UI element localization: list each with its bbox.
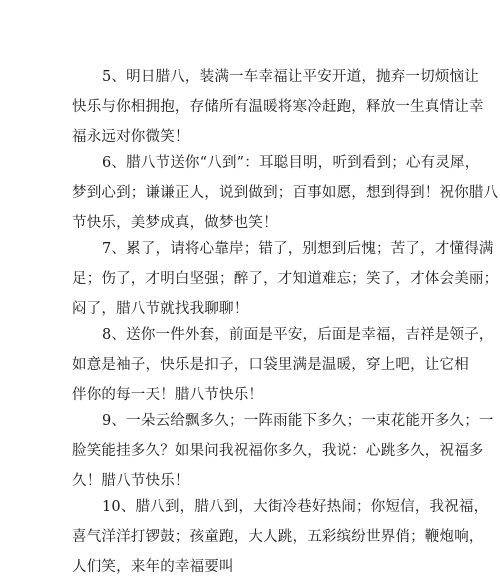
paragraph-line: 久！腊八节快乐！ [72, 473, 190, 489]
paragraph-line: 6、腊八节送你“八到”：耳聪目明，听到看到；心有灵犀， [102, 155, 480, 171]
paragraph-line: 如意是袖子，快乐是扣子，口袋里满是温暖，穿上吧，让它相 [72, 357, 469, 373]
paragraph-line: 7、累了，请将心靠岸；错了，别想到后愧；苦了，才懂得满 [102, 241, 494, 257]
paragraph-line: 福永远对你微笑！ [72, 129, 190, 145]
paragraph-8 [72, 320, 494, 410]
paragraph-10 [72, 492, 489, 582]
paragraph-line: 9、一朵云给飘多久；一阵雨能下多久；一束花能开多久；一 [102, 413, 494, 429]
paragraph-line: 伴你的每一天！腊八节快乐！ [72, 387, 264, 403]
paragraph-line: 闷了，腊八节就找我聊聊！ [72, 301, 249, 317]
paragraph-5 [72, 62, 484, 152]
paragraph-line: 8、送你一件外套，前面是平安，后面是幸福，吉祥是领子， [102, 327, 494, 343]
paragraph-line: 快乐与你相拥抱，存储所有温暖将寒冷赶跑，释放一生真情让幸 [72, 99, 484, 115]
paragraph-9 [72, 406, 494, 496]
paragraph-6 [72, 148, 499, 238]
paragraph-7 [72, 234, 499, 324]
paragraph-line: 10、腊八到，腊八到，大街冷巷好热闹；你短信，我祝福， [102, 499, 489, 515]
paragraph-line: 喜气洋洋打锣鼓；孩童跑，大人跳，五彩缤纷世界俏；鞭炮响， [72, 529, 484, 545]
paragraph-line: 人们笑，来年的幸福要叫 [72, 559, 234, 575]
paragraph-line: 节快乐，美梦成真，做梦也笑！ [72, 215, 278, 231]
paragraph-line: 5、明日腊八，装满一车幸福让平安开道，抛弃一切烦恼让 [102, 69, 479, 85]
paragraph-line: 脸笑能挂多久？如果问我祝福你多久，我说：心跳多久，祝福多 [72, 443, 484, 459]
paragraph-line: 梦到心到；谦谦正人，说到做到；百事如愿，想到得到！祝你腊八 [72, 185, 499, 201]
paragraph-line: 足；伤了，才明白坚强；醉了，才知道难忘；笑了，才体会美丽； [72, 271, 499, 287]
